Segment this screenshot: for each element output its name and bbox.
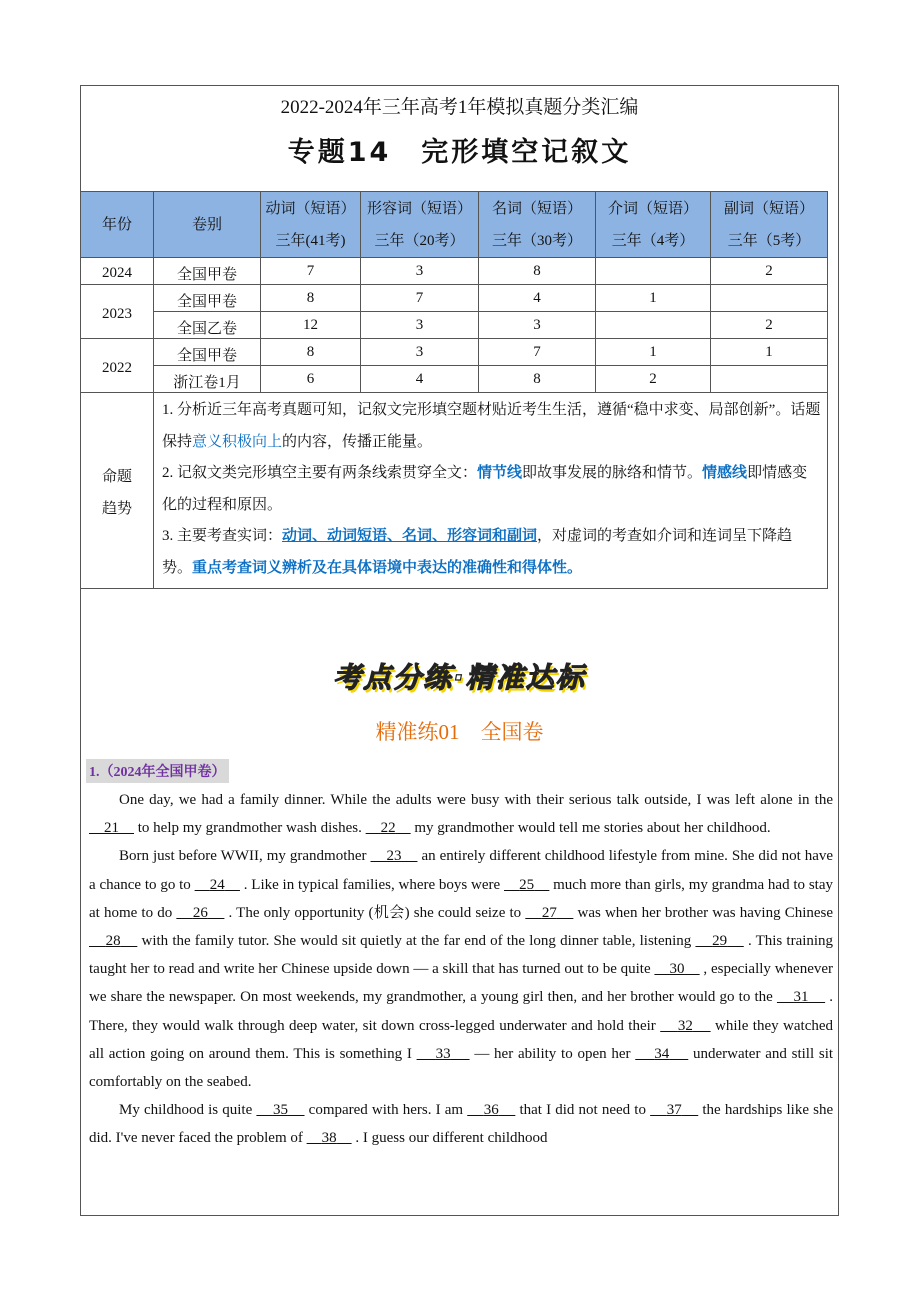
document-subtitle: 2022-2024年三年高考1年模拟真题分类汇编 [280, 97, 639, 118]
header-line1: 名词（短语） [491, 200, 582, 217]
blank-number: 23 [386, 848, 402, 865]
count-cell: 8 [479, 258, 596, 285]
header-line1: 形容词（短语） [366, 200, 472, 217]
section-title: 精准练01 全国卷 [375, 720, 544, 744]
cloze-blank[interactable] [89, 820, 104, 836]
table-row [81, 285, 828, 312]
blank-number: 22 [380, 820, 396, 837]
cloze-passage [89, 786, 833, 1153]
header-line2: 三年（30考） [491, 232, 582, 249]
cloze-blank[interactable] [396, 820, 411, 836]
count-cell: 4 [361, 366, 479, 393]
blank-number: 30 [669, 961, 685, 978]
statistics-table [80, 191, 828, 589]
trend-row [81, 393, 828, 589]
count-cell [711, 285, 828, 312]
count-cell: 3 [361, 339, 479, 366]
highlight-link[interactable]: 动词、动词短语、名词、形容词和副词 [282, 528, 538, 544]
passage-text: . This training taught her to read and write her Chinese upside down — a skill that has turned out to be quite [89, 933, 834, 978]
blank-number: 35 [272, 1102, 288, 1119]
document-title: 专题14 完形填空记叙文 [287, 137, 632, 168]
header-line2: 三年(41考) [275, 232, 346, 249]
cloze-blank[interactable] [288, 1102, 305, 1118]
cloze-blank[interactable] [225, 877, 240, 893]
paper-cell: 全国甲卷 [154, 258, 261, 285]
count-cell [596, 258, 711, 285]
text: 2. 记叙文类完形填空主要有两条线索贯穿全文： [162, 465, 478, 481]
cloze-blank[interactable] [417, 1046, 436, 1062]
count-cell: 8 [261, 285, 361, 312]
passage-text: . The only opportunity (机会) she could seize to [228, 904, 526, 921]
text: 的内容，传播正能量。 [282, 433, 433, 450]
trend-point-1 [162, 395, 821, 458]
cloze-blank[interactable] [727, 933, 744, 949]
blank-number: 27 [541, 904, 557, 921]
blank-number: 25 [519, 876, 535, 893]
blank-number: 28 [105, 933, 121, 950]
paper-cell: 全国甲卷 [154, 285, 261, 312]
cloze-blank[interactable] [89, 933, 106, 949]
passage-text: my grandmother would tell me stories about her childhood. [414, 820, 771, 837]
cloze-blank[interactable] [499, 1102, 516, 1118]
passage-text: the hardships like she did. I've never faced the problem of [89, 1102, 834, 1147]
count-cell: 1 [596, 339, 711, 366]
year-cell: 2023 [81, 285, 154, 339]
cloze-blank[interactable] [635, 1046, 654, 1062]
table-row [81, 366, 828, 393]
passage-text: while they watched all action going on around them. This is something I [89, 1017, 834, 1062]
count-cell: 7 [361, 285, 479, 312]
blank-number: 21 [104, 820, 119, 837]
cloze-blank[interactable] [195, 877, 210, 893]
blank-number: 37 [666, 1102, 682, 1119]
passage-paragraph [89, 1096, 833, 1152]
passage-text: Born just before WWII, my grandmother [119, 848, 371, 865]
cloze-blank[interactable] [256, 1102, 273, 1118]
count-cell: 3 [479, 312, 596, 339]
header-cell: 卷别 [154, 192, 261, 258]
cloze-blank[interactable] [176, 905, 193, 921]
cloze-blank[interactable] [525, 905, 542, 921]
header-line2: 三年（20考） [374, 232, 465, 249]
cloze-blank[interactable] [695, 933, 712, 949]
cloze-blank[interactable] [307, 1130, 322, 1146]
year-cell: 2022 [81, 339, 154, 393]
count-cell: 2 [711, 258, 828, 285]
paper-cell: 全国乙卷 [154, 312, 261, 339]
highlight: 意义积极向上 [192, 433, 283, 450]
header-cell [361, 192, 479, 258]
count-cell: 4 [479, 285, 596, 312]
count-cell: 3 [361, 312, 479, 339]
highlight: 重点考查词义辨析及在具体语境中表达的准确性和得体性。 [192, 559, 583, 576]
count-cell: 2 [596, 366, 711, 393]
cloze-blank[interactable] [208, 905, 225, 921]
cloze-blank[interactable] [366, 820, 381, 836]
cloze-blank[interactable] [504, 877, 519, 893]
cloze-blank[interactable] [451, 1046, 470, 1062]
blank-number: 33 [435, 1045, 451, 1062]
trend-point-3 [162, 521, 821, 584]
count-cell [711, 366, 828, 393]
count-cell: 3 [361, 258, 479, 285]
passage-text: an entirely different childhood lifestyle from mine. She did not have a chance to go to [89, 848, 834, 893]
passage-text: that I did not need to [519, 1102, 651, 1119]
cloze-blank[interactable] [669, 1046, 688, 1062]
blank-number: 34 [654, 1045, 670, 1062]
cloze-blank[interactable] [660, 1018, 678, 1034]
count-cell: 7 [479, 339, 596, 366]
passage-text: . Like in typical families, where boys were [243, 876, 504, 893]
passage-text: My childhood is quite [119, 1102, 257, 1119]
count-cell: 2 [711, 312, 828, 339]
count-cell: 8 [479, 366, 596, 393]
passage-paragraph [89, 786, 833, 842]
passage-text: underwater and still sit comfortably on the seabed. [89, 1045, 834, 1091]
blank-number: 29 [712, 933, 728, 950]
table-row [81, 312, 828, 339]
header-line1: 副词（短语） [723, 200, 814, 217]
year-cell: 2024 [81, 258, 154, 285]
cloze-blank[interactable] [534, 877, 549, 893]
passage-text: compared with hers. I am [308, 1102, 468, 1119]
highlight: 情感线 [702, 465, 748, 481]
section-banner: 考点分练·精准达标 [333, 661, 586, 694]
cloze-blank[interactable] [467, 1102, 484, 1118]
passage-text: . There, they would walk through deep water, sit down cross-legged underwater and hold their [89, 989, 834, 1034]
header-cell [479, 192, 596, 258]
paper-cell: 浙江卷1月 [154, 366, 261, 393]
passage-paragraph [89, 842, 833, 1096]
header-cell [596, 192, 711, 258]
header-line2: 三年（5考） [727, 232, 811, 249]
header-cell [261, 192, 361, 258]
cloze-blank[interactable] [654, 961, 669, 977]
header-cell [711, 192, 828, 258]
paper-cell: 全国甲卷 [154, 339, 261, 366]
cloze-blank[interactable] [682, 1102, 699, 1118]
cloze-blank[interactable] [685, 961, 700, 977]
cloze-blank[interactable] [650, 1102, 667, 1118]
table-header-row [81, 192, 828, 258]
header-line2: 三年（4考） [611, 232, 695, 249]
text: 即情感变化的过程和原因。 [162, 465, 808, 513]
table-row [81, 339, 828, 366]
trend-content [154, 393, 828, 589]
document-page [80, 85, 839, 1216]
passage-text: to help my grandmother wash dishes. [137, 820, 366, 837]
count-cell: 1 [596, 285, 711, 312]
header-line1: 介词（短语） [607, 200, 698, 217]
cloze-blank[interactable] [777, 989, 794, 1005]
trend-point-2 [162, 458, 821, 521]
cloze-blank[interactable] [337, 1130, 352, 1146]
cloze-blank[interactable] [401, 848, 417, 864]
cloze-blank[interactable] [809, 989, 826, 1005]
passage-text: — her ability to open her [474, 1045, 636, 1062]
text: 即故事发展的脉络和情节。 [522, 465, 703, 481]
passage-text: with the family tutor. She would sit quietly at the far end of the long dinner table, listening [141, 933, 696, 950]
trend-label-line: 命题 [101, 469, 132, 485]
blank-number: 26 [192, 904, 208, 921]
count-cell: 6 [261, 366, 361, 393]
blank-number: 31 [793, 989, 809, 1006]
cloze-blank[interactable] [557, 905, 574, 921]
count-cell: 1 [711, 339, 828, 366]
cloze-blank[interactable] [119, 820, 134, 836]
blank-number: 32 [677, 1017, 693, 1034]
text: ，对虚词的考查如介词和连词呈下降趋势。 [162, 528, 793, 576]
table-row [81, 258, 828, 285]
cloze-blank[interactable] [693, 1018, 711, 1034]
text: 1. 分析近三年高考真题可知，记叙文完形填空题材贴近考生生活，遵循“稳中求变、局部创新”。话题保持 [162, 402, 821, 450]
header-line1: 动词（短语） [265, 200, 356, 217]
count-cell: 7 [261, 258, 361, 285]
blank-number: 24 [209, 876, 225, 893]
question-label: 1.（2024年全国甲卷） [86, 759, 229, 783]
passage-text: was when her brother was having Chinese [577, 904, 834, 921]
cloze-blank[interactable] [371, 848, 387, 864]
passage-text: . I guess our different childhood [355, 1130, 548, 1147]
trend-label [81, 393, 154, 589]
trend-label-line: 趋势 [101, 501, 132, 517]
passage-text: much more than girls, my grandma had to stay at home to do [89, 876, 834, 921]
blank-number: 38 [321, 1130, 337, 1147]
highlight: 情节线 [477, 465, 523, 481]
blank-number: 36 [483, 1102, 499, 1119]
passage-text: One day, we had a family dinner. While the adults were busy with their serious talk outside, I was left alone in the [119, 792, 833, 808]
count-cell: 8 [261, 339, 361, 366]
passage-text: , especially whenever we share the newspaper. On most weekends, my grandmother, a young girl then, and her brother would go to the [89, 961, 833, 1006]
count-cell: 12 [261, 312, 361, 339]
cloze-blank[interactable] [121, 933, 138, 949]
header-cell: 年份 [81, 192, 154, 258]
count-cell [596, 312, 711, 339]
text: 3. 主要考查实词： [162, 528, 283, 544]
